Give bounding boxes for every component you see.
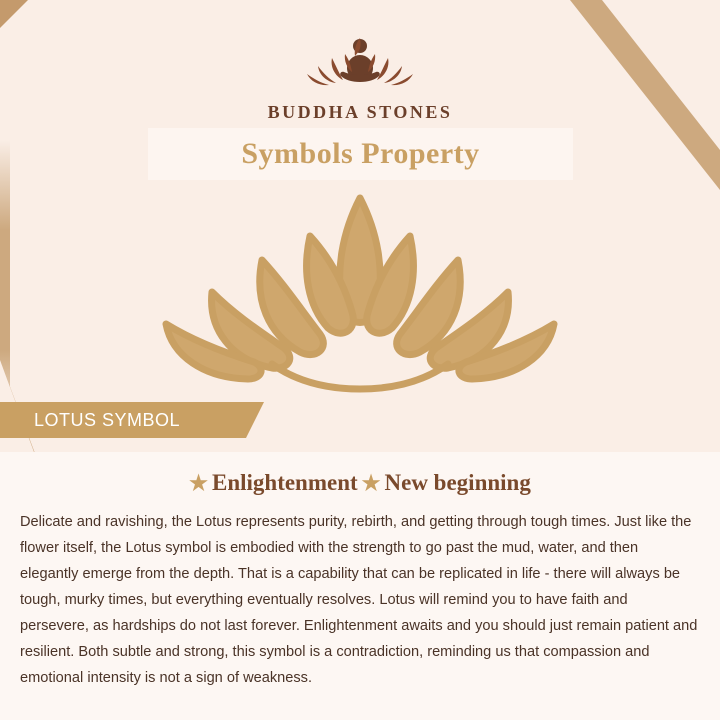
lotus-flower-icon: [150, 188, 570, 393]
description-paragraph: Delicate and ravishing, the Lotus represents purity, rebirth, and getting through tough times. Just like the flower itself, the Lotus symbol is embodied with the strength to go past the mud, water, and then elegantly emerge from the depth. That is a capability that can be replicated in life - there will always be tough, murky times, but everything eventually resolves. Lotus will remind you to have faith and persevere, as hardships do not last forever. Enlightenment awaits and you should just remain patient and resilient. Both subtle and strong, this symbol is a contradiction, reminding us that compassion and emotional intensity is not a sign of weakness.: [20, 514, 698, 686]
lotus-symbol-banner: [0, 402, 246, 438]
star-icon-middle: ★: [361, 470, 381, 495]
brand-logo-block: [0, 24, 720, 123]
headline-part-one: Enlightenment: [211, 470, 358, 495]
brand-name: BUDDHA STONES: [267, 102, 453, 122]
lotus-meditation-figure-icon: [285, 24, 435, 96]
page-title: Symbols Property: [241, 137, 480, 170]
page-title-bar: [148, 128, 573, 180]
headline: [20, 470, 700, 496]
headline-part-two: New beginning: [384, 470, 531, 495]
star-icon-left: ★: [189, 470, 208, 495]
description-panel: [0, 452, 720, 720]
lotus-illustration: [0, 188, 720, 400]
lotus-symbol-label: LOTUS SYMBOL: [34, 409, 181, 430]
